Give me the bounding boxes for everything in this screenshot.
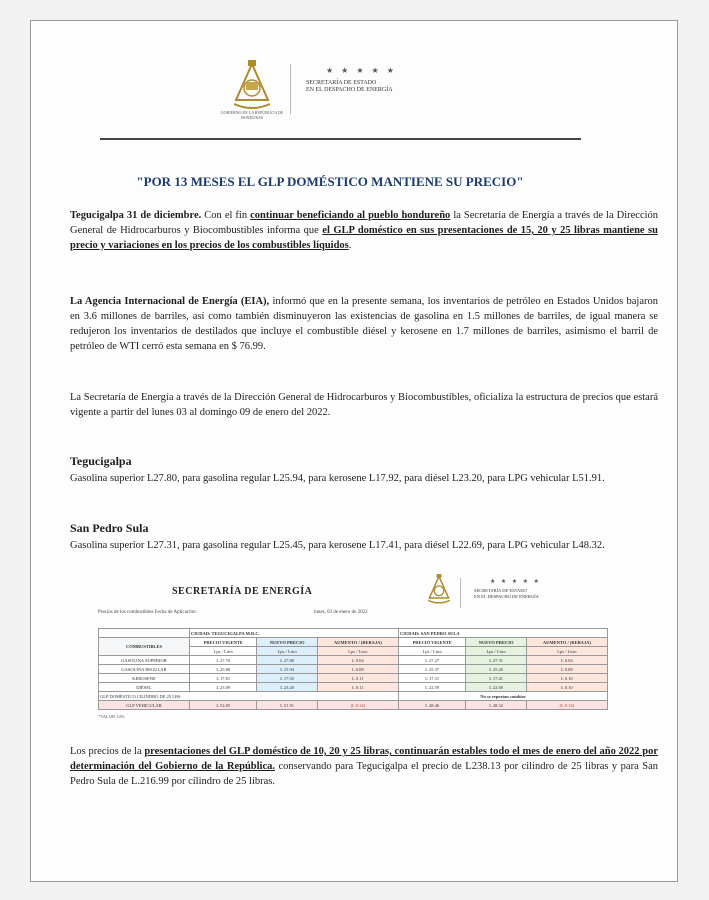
table-row: GASOLINA REGULAR L 25.86 L 25.94 L 0.08 L 25.37 L 25.45 L 0.08	[99, 665, 608, 674]
table-row-glp-vehicular: GLP VEHICULAR L 52.05 L 51.91 (L 0.14) L 48.46 L 48.32 (L 0.14)	[99, 701, 608, 710]
paragraph-eia: La Agencia Internacional de Energía (EIA), informó que en la presente semana, los inventarios de petróleo en Estados Unidos bajaron en 3.6 millones de barriles, así como también disminuyeron las existencias de gasolina en 1.5 millones de barriles, de igual manera se redujeron los inventarios de destilados que incluye el combustible diésel y kerosene en 1.7 millones de barriles, asimismo el barril de petróleo de WTI cerró esta semana en $ 76.99.	[70, 296, 659, 352]
crest-caption: GOBIERNO DE LA REPÚBLICA DE HONDURAS	[220, 110, 284, 120]
document-header	[220, 60, 448, 130]
paragraph-glp-stable: Los precios de la presentaciones del GLP doméstico de 10, 20 y 25 libras, continuarán estables todo el mes de enero del año 2022 por determinación del Gobierno de la República. conservando para Tegucigalpa el precio de L238.13 por cilindro de 25 libras y para San Pedro Sula de L.216.99 por cilindro de 25 libras.	[70, 746, 658, 787]
heading-san-pedro-sula: San Pedro Sula	[70, 521, 149, 535]
paragraph-structure: La Secretaría de Energía a través de la Dirección General de Hidrocarburos y Biocombustibles, oficializa la estructura de precios que estará vigente a partir del lunes 03 al domingo 09 de enero del 2022.	[70, 392, 658, 418]
table-secretaria-name: SECRETARÍA DE ESTADO EN EL DESPACHO DE ENERGÍA	[474, 588, 539, 599]
press-release-title: "POR 13 MESES EL GLP DOMÉSTICO MANTIENE SU PRECIO"	[136, 174, 524, 189]
group-tegucigalpa: CIUDAD: TEGUCIGALPA M.D.C.	[190, 629, 399, 638]
table-footnote: *VALOR 14%	[98, 714, 125, 719]
paragraph-intro: Tegucigalpa 31 de diciembre. Con el fin continuar beneficiando al pueblo hondureño la Secretaría de Energía a través de la Dirección General de Hidrocarburos y Biocombustibles informa que el GLP doméstico en sus presentaciones de 15, 20 y 25 libras mantiene su precio y variaciones en los precios de los combustibles líquidos.	[70, 210, 659, 251]
fuel-price-table	[98, 628, 608, 710]
table-row: DIÉSEL L 23.09 L 23.20 L 0.11 L 22.59 L 22.69 L 0.10	[99, 683, 608, 692]
table-header-row: COMBUSTIBLES PRECIO VIGENTE NUEVO PRECIO AUMENTO / (REBAJA) PRECIO VIGENTE NUEVO PRECIO AUMENTO / (REBAJA)	[99, 638, 608, 647]
table-unit-row: Lps / Litro Lps / Litro Lps / Litro Lps / Litro Lps / Litro Lps / Litro	[99, 647, 608, 656]
prices-tegucigalpa: Gasolina superior L27.80, para gasolina regular L25.94, para kerosene L17.92, para diésel L23.20, para LPG vehicular L51.91.	[70, 473, 605, 484]
stars-icon: ★ ★ ★ ★ ★	[326, 66, 397, 75]
table-group-row	[99, 629, 608, 638]
table-row-glp-domestico: GLP DOMÉSTICO CILINDRO DE 25 LBS No se reportan cambios	[99, 692, 608, 701]
header-divider	[290, 64, 291, 114]
group-san-pedro-sula: CIUDAD: SAN PEDRO SULA	[398, 629, 607, 638]
table-title: SECRETARÍA DE ENERGÍA	[172, 586, 313, 597]
table-date: lunes, 03 de enero de 2022	[314, 610, 368, 615]
table-header-divider	[460, 578, 461, 608]
secretaria-name: SECRETARÍA DE ESTADO EN EL DESPACHO DE ENERGÍA	[306, 80, 393, 93]
table-row: KEROSENE L 17.81 L 17.92 L 0.11 L 17.31 L 17.41 L 0.10	[99, 674, 608, 683]
coat-of-arms-icon	[424, 574, 454, 610]
stars-icon: ★ ★ ★ ★ ★	[490, 579, 541, 585]
prices-san-pedro-sula: Gasolina superior L27.31, para gasolina regular L25.45, para kerosene L17.41, para diésel L22.69, para LPG vehicular L48.32.	[70, 540, 605, 551]
price-table-figure	[68, 574, 608, 722]
col-combustibles: COMBUSTIBLES	[99, 638, 190, 656]
header-rule	[100, 138, 581, 140]
table-row: GASOLINA SUPERIOR L 27.76 L 27.80 L 0.04 L 27.27 L 27.31 L 0.04	[99, 656, 608, 665]
heading-tegucigalpa: Tegucigalpa	[70, 454, 132, 468]
table-caption: Precios de los combustibles Fecha de Aplicación:	[98, 610, 197, 615]
